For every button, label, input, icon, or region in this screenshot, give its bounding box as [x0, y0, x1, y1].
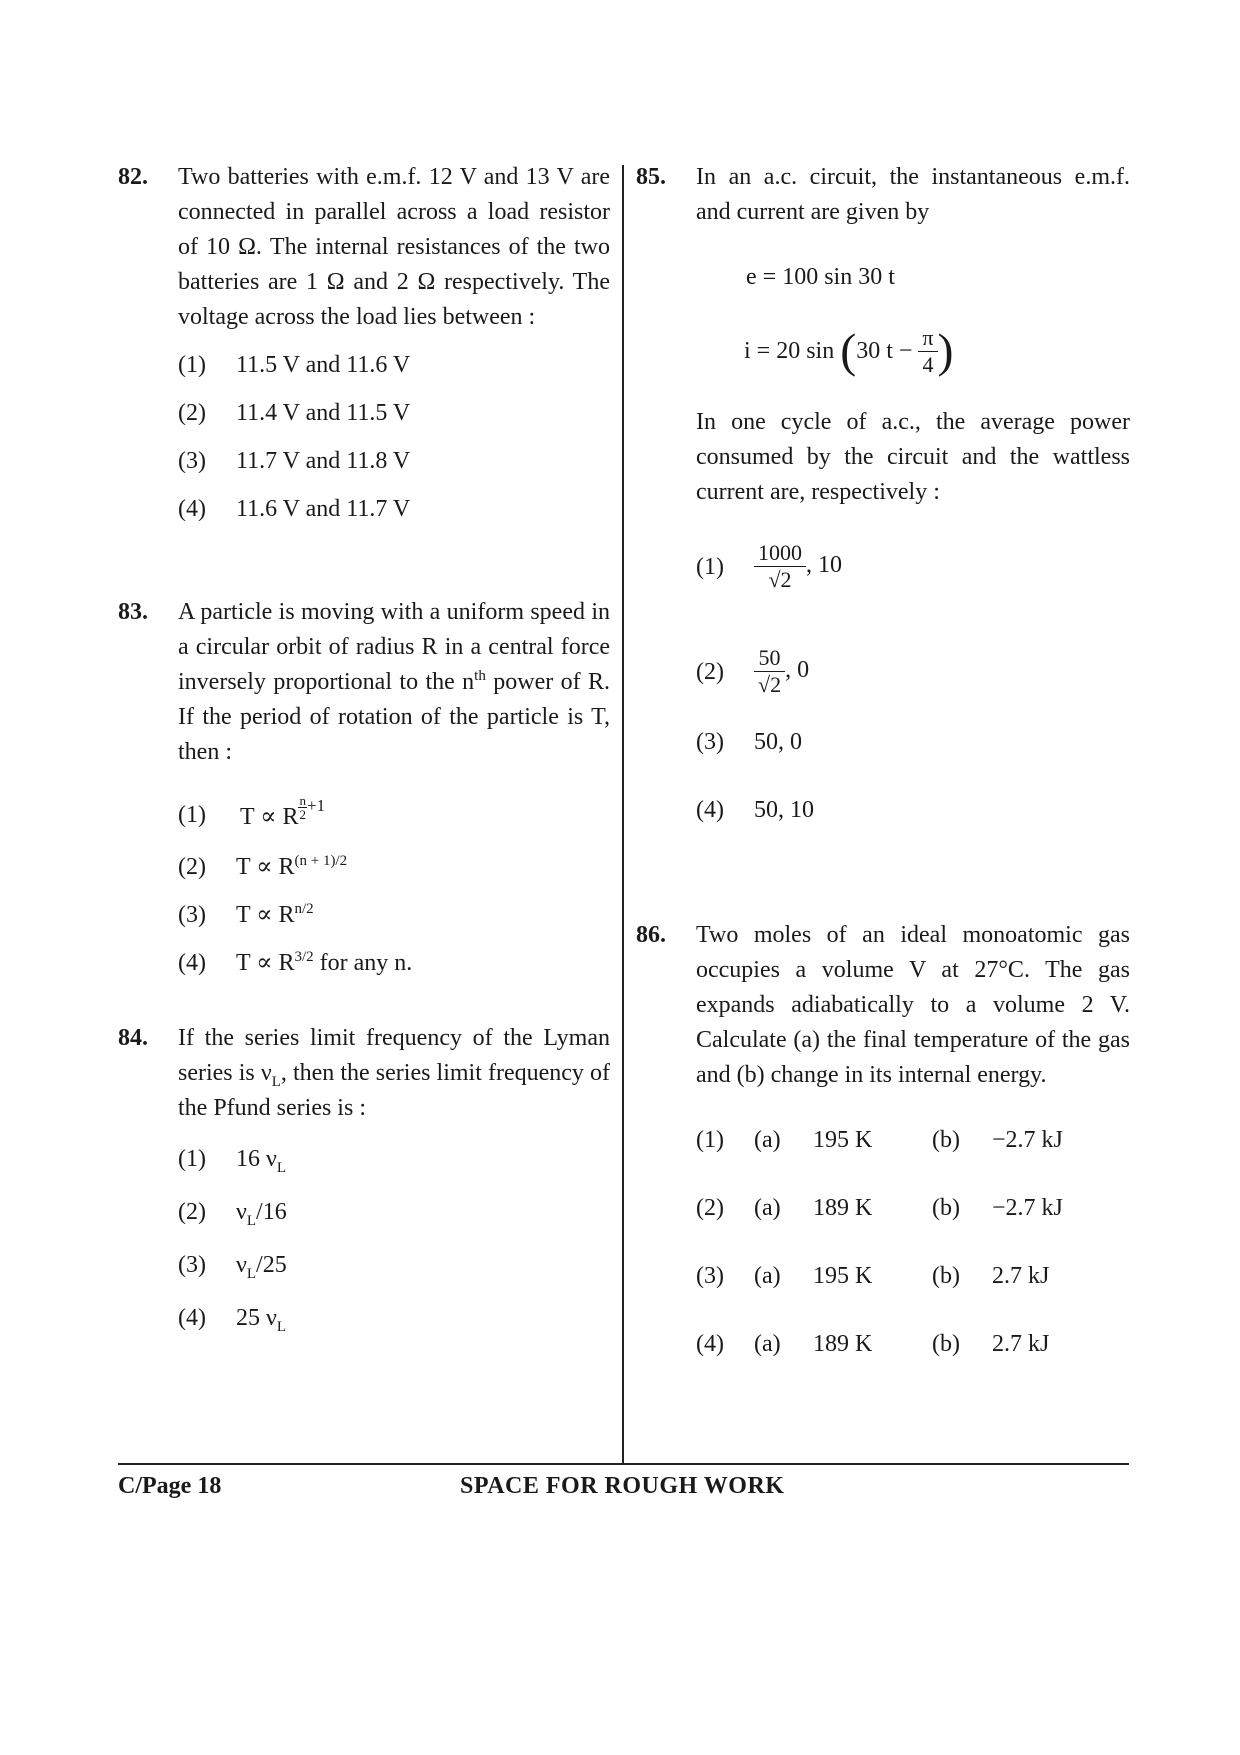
option-82-1: (1) 11.5 V and 11.6 V [178, 352, 411, 378]
option-85-3: (3) 50, 0 [696, 729, 802, 755]
question-85-followup [636, 405, 1130, 510]
option-86-3: (3) (a) 195 K (b) 2.7 kJ [696, 1263, 1050, 1289]
options-83 [118, 793, 610, 981]
option-84-3: (3) $\nu_L/25$ [178, 1252, 287, 1282]
equation-current: i = 20 sin (30 t − $\frac{\pi}{4}$ ) [744, 324, 954, 378]
rough-work-label: SPACE FOR ROUGH WORK [460, 1473, 785, 1499]
option-83-1: (1) T ∝ R $^{\frac{n}{2} +1}$ [178, 793, 326, 830]
option-84-2: (2) $\nu_L/16$ [178, 1199, 287, 1229]
question-number: 83. [118, 599, 148, 625]
question-82 [118, 160, 610, 335]
question-text: Two batteries with e.m.f. 12 V and 13 V are connected in parallel across a load resistor of 10 Ω. The internal resistances of the two batteries are 1 Ω and 2 Ω respectively. The voltage across the load lies between : [178, 164, 610, 330]
column-divider [622, 165, 624, 1465]
option-83-4: (4) $T \propto R^{3/2}$ for any n. [178, 949, 413, 976]
option-85-1: (1) $\frac{1000}{√2}$ , 10 [696, 540, 842, 592]
option-85-4: (4) 50, 10 [696, 797, 814, 823]
question-number: 82. [118, 164, 148, 190]
question-text-2: In one cycle of a.c., the average power consumed by the circuit and the wattless current are, respectively : [696, 409, 1130, 505]
question-number: 86. [636, 922, 666, 948]
question-number: 84. [118, 1025, 148, 1051]
question-text: In an a.c. circuit, the instantaneous e.m.f. and current are given by [696, 164, 1130, 225]
option-84-4: (4) 25 $\nu_L$ [178, 1305, 287, 1335]
option-83-2: (2) $T \propto R^{(n + 1)/2}$ [178, 853, 348, 880]
question-86 [636, 918, 1130, 1093]
option-84-1: (1) 16 $\nu_L$ [178, 1146, 287, 1176]
page-number: C/Page 18 [118, 1473, 222, 1499]
question-84 [118, 1021, 610, 1126]
left-column [118, 160, 610, 1336]
question-number: 85. [636, 164, 666, 190]
option-83-3: (3) $T \propto R^{n/2}$ [178, 901, 314, 928]
options-85 [636, 540, 1130, 828]
right-column [636, 160, 1130, 1362]
options-84 [118, 1142, 610, 1336]
option-82-2: (2) 11.4 V and 11.5 V [178, 400, 411, 426]
option-82-4: (4) 11.6 V and 11.7 V [178, 496, 411, 522]
option-85-2: (2) $\frac{50}{√2}$ , 0 [696, 645, 810, 697]
option-86-2: (2) (a) 189 K (b) −2.7 kJ [696, 1195, 1063, 1221]
question-85 [636, 160, 1130, 230]
option-86-4: (4) (a) 189 K (b) 2.7 kJ [696, 1331, 1050, 1357]
option-86-1: (1) (a) 195 K (b) −2.7 kJ [696, 1127, 1063, 1153]
options-82 [118, 348, 610, 527]
equation-emf: e = 100 sin 30 t [746, 264, 895, 290]
question-text: A particle is moving with a uniform speed in a circular orbit of radius R in a central force inversely proportional to the $n^{th}$ power of R. If the period of rotation of the particle is T, then : [178, 599, 610, 765]
question-text: Two moles of an ideal monoatomic gas occupies a volume V at 27°C. The gas expands adiabatically to a volume 2 V. Calculate (a) the final temperature of the gas and (b) change in its internal energy. [696, 922, 1130, 1088]
question-83 [118, 595, 610, 770]
options-86 [636, 1123, 1130, 1362]
question-text: If the series limit frequency of the Lyman series is $\nu_L$, then the series limit frequency of the Pfund series is : [178, 1025, 610, 1121]
option-82-3: (3) 11.7 V and 11.8 V [178, 448, 411, 474]
footer-rule [118, 1463, 1129, 1465]
